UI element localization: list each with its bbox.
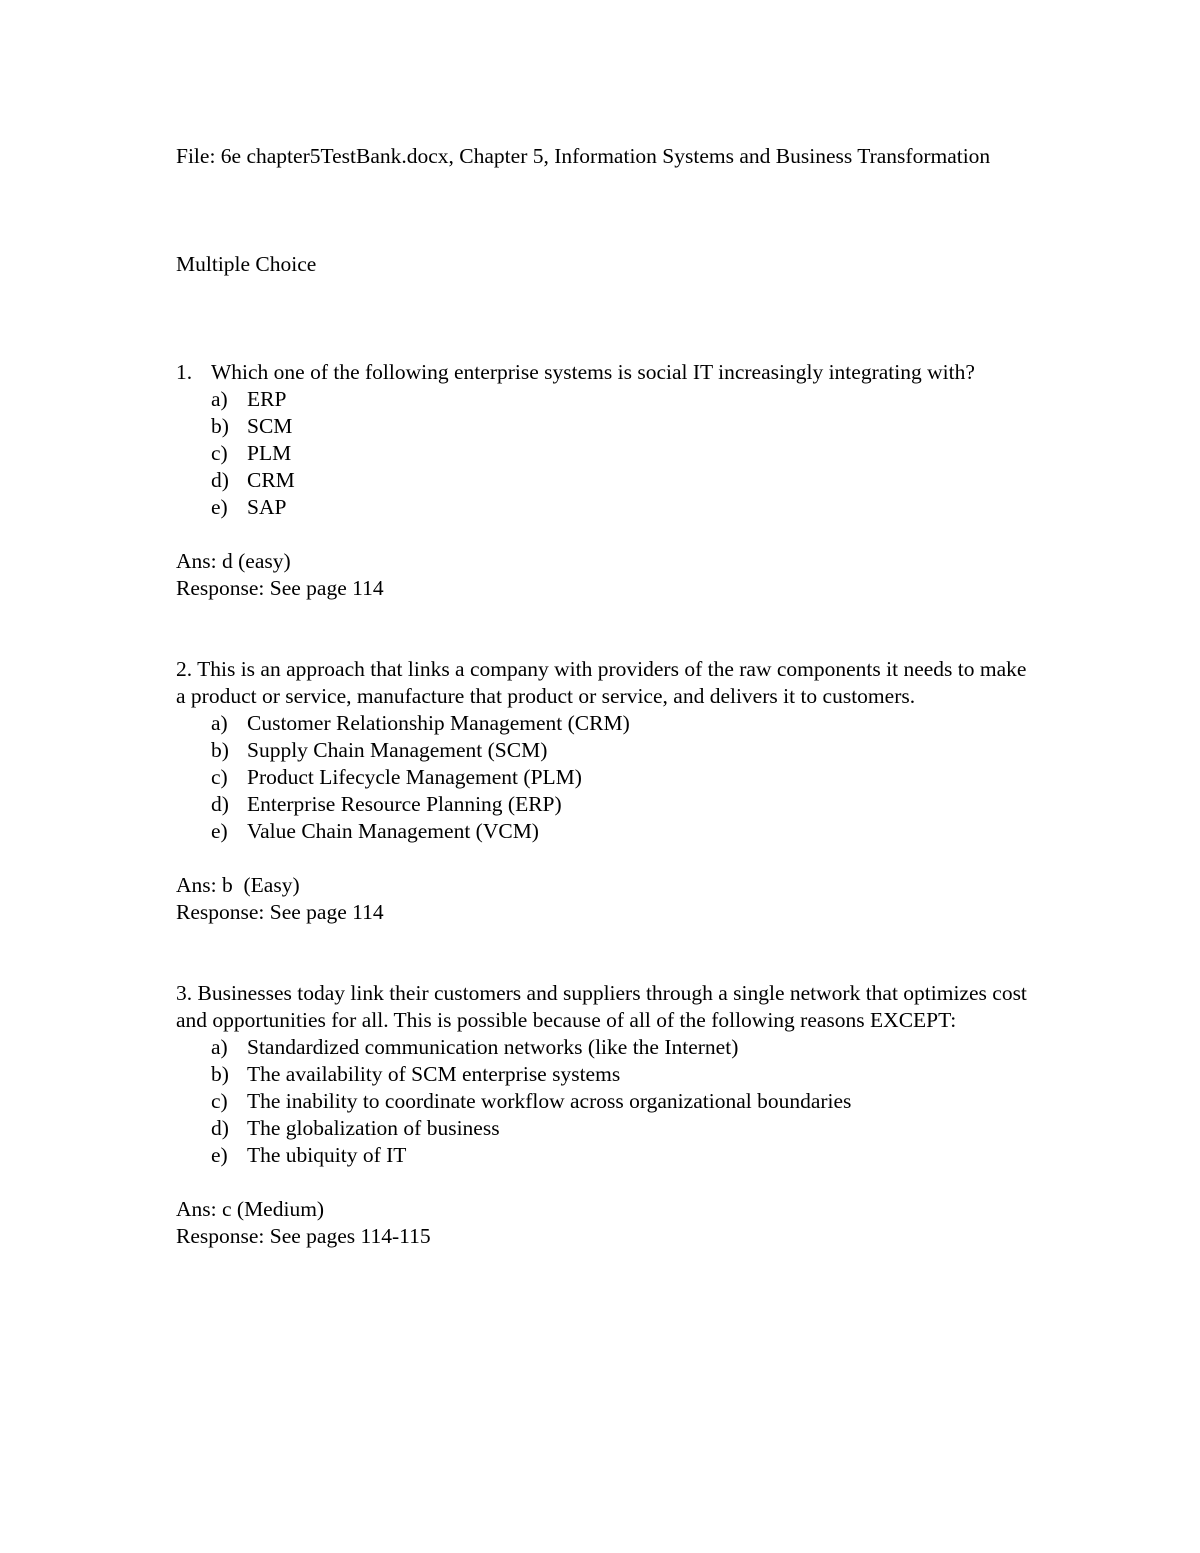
option-e <box>211 494 1036 521</box>
section-title: Multiple Choice <box>176 252 317 276</box>
option-letter: c) <box>211 441 228 465</box>
option-letter: c) <box>211 765 228 789</box>
response-line: Response: See pages 114-115 <box>176 1224 431 1248</box>
answer-block <box>176 548 1036 602</box>
option-a <box>211 1034 1036 1061</box>
question-stem <box>176 359 1036 386</box>
answer-block <box>176 872 1036 926</box>
option-c <box>211 440 1036 467</box>
option-letter: b) <box>211 738 229 762</box>
answer-line: Ans: b (Easy) <box>176 873 300 897</box>
option-letter: d) <box>211 1116 229 1140</box>
response-line: Response: See page 114 <box>176 576 384 600</box>
question-3 <box>176 980 1036 1250</box>
option-letter: e) <box>211 1143 228 1167</box>
option-text: Standardized communication networks (like the Internet) <box>247 1035 739 1059</box>
response-line: Response: See page 114 <box>176 900 384 924</box>
option-text: The inability to coordinate workflow across organizational boundaries <box>247 1089 852 1113</box>
option-list <box>176 1034 1036 1169</box>
question-2 <box>176 656 1036 926</box>
option-b <box>211 1061 1036 1088</box>
option-text: The availability of SCM enterprise systems <box>247 1062 621 1086</box>
option-d <box>211 1115 1036 1142</box>
answer-line: Ans: d (easy) <box>176 549 291 573</box>
option-text: Supply Chain Management (SCM) <box>247 738 548 762</box>
option-e <box>211 818 1036 845</box>
option-letter: b) <box>211 1062 229 1086</box>
option-letter: a) <box>211 711 228 735</box>
option-text: Customer Relationship Management (CRM) <box>247 711 630 735</box>
option-text: Product Lifecycle Management (PLM) <box>247 765 582 789</box>
option-letter: e) <box>211 495 228 519</box>
option-a <box>211 710 1036 737</box>
question-text: Which one of the following enterprise systems is social IT increasingly integrating with? <box>211 360 975 384</box>
question-1 <box>176 359 1036 602</box>
option-letter: d) <box>211 468 229 492</box>
question-number: 1. <box>176 360 193 384</box>
option-letter: c) <box>211 1089 228 1113</box>
option-text: SCM <box>247 414 293 438</box>
option-letter: b) <box>211 414 229 438</box>
document-page <box>176 143 1036 1250</box>
question-text: 2. This is an approach that links a company with providers of the raw components it needs to make a product or service, manufacture that product or service, and delivers it to customers. <box>176 657 1027 708</box>
option-letter: a) <box>211 387 228 411</box>
option-c <box>211 1088 1036 1115</box>
answer-block <box>176 1196 1036 1250</box>
question-text: 3. Businesses today link their customers and suppliers through a single network that optimizes cost and opportunities for all. This is possible because of all of the following reasons EXCEPT: <box>176 981 1027 1032</box>
file-header: File: 6e chapter5TestBank.docx, Chapter 5, Information Systems and Business Transformation <box>176 144 991 168</box>
option-letter: a) <box>211 1035 228 1059</box>
option-text: The ubiquity of IT <box>247 1143 407 1167</box>
option-c <box>211 764 1036 791</box>
option-text: ERP <box>247 387 287 411</box>
option-list <box>176 386 1036 521</box>
option-text: Value Chain Management (VCM) <box>247 819 539 843</box>
option-b <box>211 413 1036 440</box>
option-d <box>211 791 1036 818</box>
option-text: Enterprise Resource Planning (ERP) <box>247 792 562 816</box>
option-letter: d) <box>211 792 229 816</box>
option-a <box>211 386 1036 413</box>
option-e <box>211 1142 1036 1169</box>
option-text: PLM <box>247 441 292 465</box>
option-text: CRM <box>247 468 295 492</box>
answer-line: Ans: c (Medium) <box>176 1197 325 1221</box>
option-text: SAP <box>247 495 287 519</box>
option-letter: e) <box>211 819 228 843</box>
option-b <box>211 737 1036 764</box>
option-text: The globalization of business <box>247 1116 500 1140</box>
option-d <box>211 467 1036 494</box>
option-list <box>176 710 1036 845</box>
